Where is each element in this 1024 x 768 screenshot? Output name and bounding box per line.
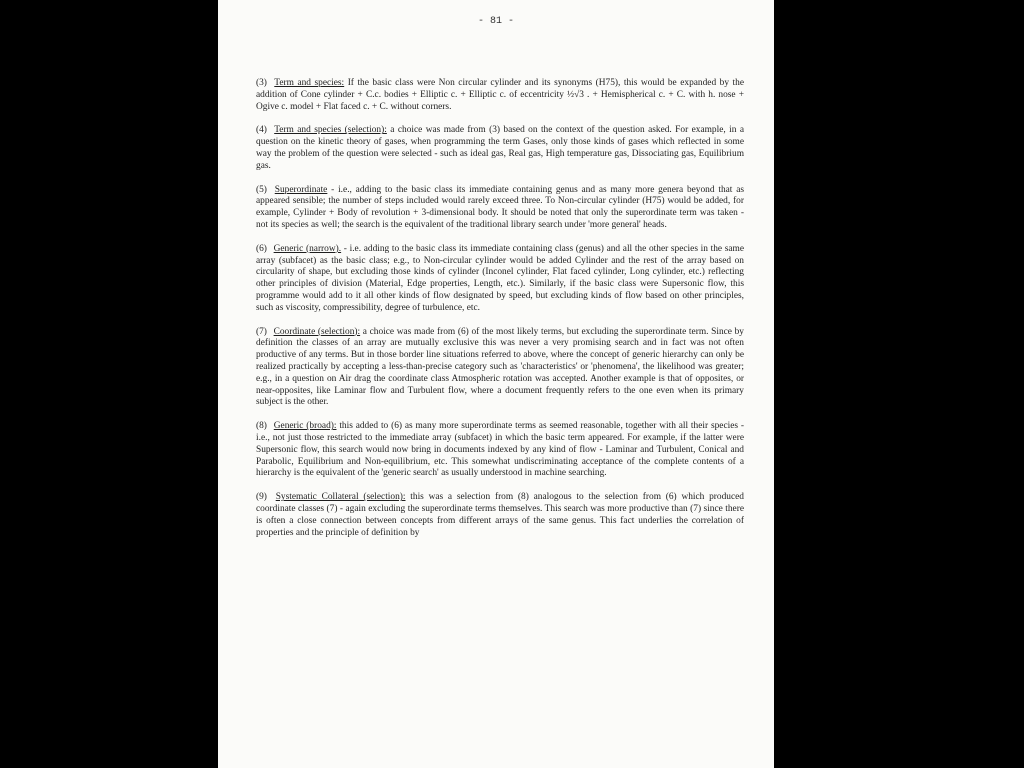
paragraph-8 xyxy=(256,421,744,480)
paragraph-number: (7) xyxy=(256,326,267,337)
paragraph-text: this was a selection from (8) analogous to the selection from (6) which produced coordinate classes (7) - again excluding the superordinate terms themselves. This search was more productive than (7) since there is often a close connection between concepts from different arrays of the same genus. This fact underlies the correlation of properties and the principle of definition by xyxy=(256,492,744,538)
paragraph-heading: Term and species: xyxy=(274,78,345,88)
paragraph-4 xyxy=(256,125,744,172)
paragraph-6 xyxy=(256,244,744,315)
paragraph-5 xyxy=(256,185,744,232)
paragraph-text: a choice was made from (3) based on the context of the question asked. For example, in a question on the kinetic theory of gases, when programming the term Gases, only those kinds of gases which reflected in some way the problem of the question were selected - such as ideal gas, Real gas, High temperature gas, Dissociating gas, Equilibrium gas. xyxy=(256,125,744,171)
paragraph-heading: Generic (broad): xyxy=(273,421,337,432)
paragraph-7 xyxy=(256,327,744,410)
paragraph-heading: Superordinate xyxy=(274,184,328,195)
document-body xyxy=(256,78,744,551)
paragraph-number: (4) xyxy=(256,125,267,136)
paragraph-number: (3) xyxy=(256,78,267,88)
paragraph-text: this added to (6) as many more superordinate terms as seemed reasonable, together with all their species - i.e., not just those restricted to the immediate array (subfacet) in which the basic term appeared. For example, if the latter were Supersonic flow, this search would now bring in documents indexed by any kind of flow - Laminar and Turbulent, Conical and Parabolic, Equilibrium and Non-equilibrium, etc. This somewhat undiscriminating acceptance of the complete contents of a hierarchy is the equivalent of the 'generic search' as usually understood in machine searching. xyxy=(256,421,744,479)
paragraph-heading: Systematic Collateral (selection): xyxy=(275,492,406,503)
paragraph-9 xyxy=(256,492,744,539)
paragraph-heading: Term and species (selection): xyxy=(274,125,387,136)
paragraph-text: a choice was made from (6) of the most likely terms, but excluding the superordinate term. Since by definition the classes of an array are mutually exclusive this was never a very promising search and in fact was not often productive of any terms. But in those border line situations referred to above, where the concept of generic hierarchy can only be realized practically by accepting a less-than-precise category such as 'characteristics' or 'phenomena', the likelihood was greater; e.g., in a question on Air drag the coordinate class Atmospheric rotation was accepted. Another example is that of opposites, or near-opposites, like Laminar flow and Turbulent flow, where a document frequently refers to the one even when its primary subject is the other. xyxy=(256,326,744,408)
paragraph-heading: Coordinate (selection): xyxy=(273,326,361,337)
page-number: - 81 - xyxy=(477,16,514,27)
paragraph-number: (6) xyxy=(256,243,267,254)
paragraph-number: (8) xyxy=(256,421,267,432)
paragraph-number: (5) xyxy=(256,184,267,195)
paragraph-text: If the basic class were Non circular cylinder and its synonyms (H75), this would be expanded by the addition of Cone cylinder + C.c. bodies + Elliptic c. + Elliptic c. of eccentricity ½√3 . + Hemispherical c. + C. with h. nose + Ogive c. model + Flat faced c. + C. without corners. xyxy=(256,78,744,112)
paragraph-3 xyxy=(256,78,744,113)
paragraph-number: (9) xyxy=(256,492,267,503)
document-page xyxy=(218,0,774,768)
paragraph-text: - i.e. adding to the basic class its immediate containing class (genus) and all the other species in the same array (subfacet) as the basic class; e.g., to Non-circular cylinder would be added Cylinder and the rest of the array based on circularity of shape, but excluding those kinds of cylinder (Inconel cylinder, Flat faced cylinder, Long cylinder, etc.) reflecting other principles of division (Material, Edge properties, Length, etc.). Similarly, if the basic class were Supersonic flow, this programme would add to it all other kinds of flow designated by speed, but excluding kinds of flow based on other principles, such as viscosity, compressibility, degree of turbulence, etc. xyxy=(256,243,745,313)
paragraph-heading: Generic (narrow). xyxy=(273,243,342,254)
paragraph-text: - i.e., adding to the basic class its immediate containing genus and as many more genera beyond that as appeared sensible; the number of steps included would rarely exceed three. To Non-circular cylinder (H75) would be added, for example, Cylinder + Body of revolution + 3-dimensional body. It should be noted that only the superordinate term was taken - not its species as well; the search is the equivalent of the traditional library search under 'more general' heads. xyxy=(256,184,745,230)
